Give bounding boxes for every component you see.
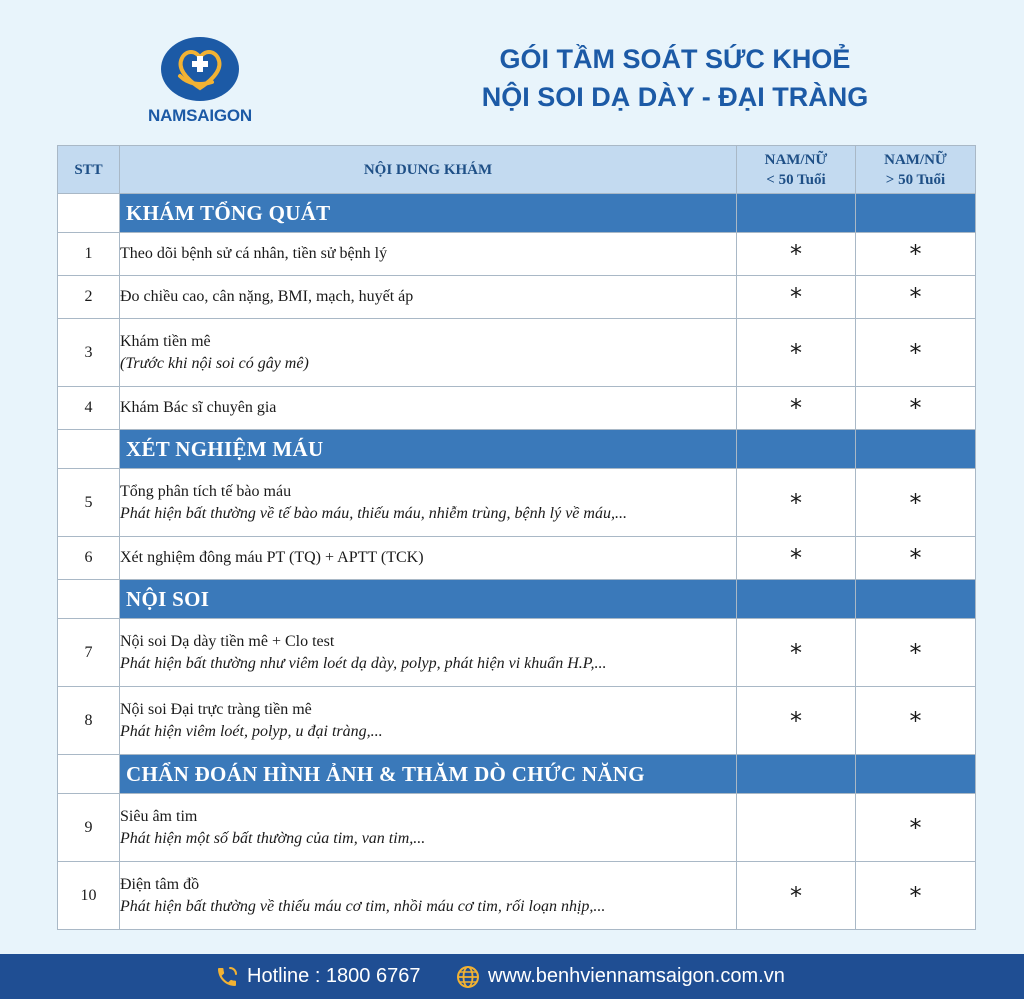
title-line-1: GÓI TẦM SOÁT SỨC KHOẺ — [499, 44, 851, 74]
mark-under-50: * — [737, 233, 856, 276]
row-text: Khám Bác sĩ chuyên gia — [120, 399, 277, 416]
section-title: CHẨN ĐOÁN HÌNH ẢNH & THĂM DÒ CHỨC NĂNG — [120, 755, 737, 794]
website-link[interactable] — [456, 954, 785, 999]
mark-over-50: * — [856, 319, 976, 387]
phone-icon — [215, 965, 239, 989]
row-text: Theo dõi bệnh sử cá nhân, tiền sử bệnh lý — [120, 245, 388, 262]
table-row — [58, 537, 976, 580]
row-stt: 5 — [58, 469, 120, 537]
row-content — [120, 319, 737, 387]
globe-icon — [456, 965, 480, 989]
footer-bar — [0, 954, 1024, 999]
row-text: Nội soi Dạ dày tiền mê + Clo test — [120, 632, 335, 650]
row-content — [120, 862, 737, 930]
mark-under-50: * — [737, 619, 856, 687]
mark-under-50: * — [737, 862, 856, 930]
table-row — [58, 319, 976, 387]
title-line-2: NỘI SOI DẠ DÀY - ĐẠI TRÀNG — [481, 82, 869, 112]
row-text: Khám tiền mê — [120, 332, 211, 350]
row-text: Điện tâm đồ — [120, 875, 200, 893]
row-note: Phát hiện bất thường như viêm loét dạ dày, polyp, phát hiện vi khuẩn H.P,... — [120, 654, 607, 672]
row-stt: 2 — [58, 276, 120, 319]
header-over-50-line2: > 50 Tuổi — [885, 171, 946, 188]
table-row — [58, 387, 976, 430]
row-stt: 7 — [58, 619, 120, 687]
section-title: KHÁM TỔNG QUÁT — [120, 194, 737, 233]
section-row — [58, 194, 976, 233]
row-stt: 8 — [58, 687, 120, 755]
header-over-50-line1: NAM/NỮ — [884, 151, 947, 168]
mark-over-50: * — [856, 537, 976, 580]
table-row — [58, 794, 976, 862]
mark-over-50: * — [856, 619, 976, 687]
row-stt: 9 — [58, 794, 120, 862]
mark-under-50: * — [737, 537, 856, 580]
row-content — [120, 619, 737, 687]
row-note: (Trước khi nội soi có gây mê) — [120, 354, 309, 372]
table-row — [58, 862, 976, 930]
row-content — [120, 233, 737, 276]
row-note: Phát hiện bất thường về thiếu máu cơ tim, nhồi máu cơ tim, rối loạn nhịp,... — [120, 897, 606, 915]
section-row — [58, 580, 976, 619]
mark-over-50: * — [856, 687, 976, 755]
brand-logo — [140, 36, 260, 126]
header-content: NỘI DUNG KHÁM — [120, 146, 737, 194]
table-row — [58, 276, 976, 319]
row-text: Nội soi Đại trực tràng tiền mê — [120, 700, 312, 718]
section-title: XÉT NGHIỆM MÁU — [120, 430, 737, 469]
table-row — [58, 687, 976, 755]
header-under-50-line1: NAM/NỮ — [764, 151, 828, 168]
section-title: NỘI SOI — [120, 580, 737, 619]
row-content — [120, 537, 737, 580]
row-note: Phát hiện bất thường về tế bào máu, thiếu máu, nhiễm trùng, bệnh lý về máu,... — [120, 504, 627, 522]
website-text: www.benhviennamsaigon.com.vn — [488, 965, 785, 987]
row-stt: 4 — [58, 387, 120, 430]
heart-cross-logo-icon — [160, 36, 240, 102]
row-content — [120, 469, 737, 537]
table-row — [58, 233, 976, 276]
exam-package-table — [57, 145, 976, 930]
page-title — [400, 40, 950, 116]
mark-over-50: * — [856, 387, 976, 430]
row-note: Phát hiện một số bất thường của tim, van tim,... — [120, 829, 426, 847]
row-stt: 3 — [58, 319, 120, 387]
row-text: Tổng phân tích tế bào máu — [120, 482, 292, 500]
mark-over-50: * — [856, 862, 976, 930]
header-under-50 — [737, 146, 856, 194]
row-content — [120, 276, 737, 319]
mark-over-50: * — [856, 469, 976, 537]
row-stt: 10 — [58, 862, 120, 930]
mark-under-50: * — [737, 319, 856, 387]
section-row — [58, 755, 976, 794]
row-stt: 6 — [58, 537, 120, 580]
mark-over-50: * — [856, 276, 976, 319]
mark-under-50: * — [737, 387, 856, 430]
header-stt: STT — [58, 146, 120, 194]
mark-under-50 — [737, 794, 856, 862]
row-text: Đo chiều cao, cân nặng, BMI, mạch, huyết áp — [120, 288, 414, 305]
header-over-50 — [856, 146, 976, 194]
mark-under-50: * — [737, 687, 856, 755]
section-row — [58, 430, 976, 469]
mark-over-50: * — [856, 233, 976, 276]
header-under-50-line2: < 50 Tuổi — [766, 171, 826, 188]
table-row — [58, 469, 976, 537]
row-stt: 1 — [58, 233, 120, 276]
row-text: Siêu âm tim — [120, 807, 198, 825]
brand-name: NAMSAIGON — [148, 106, 252, 125]
row-content — [120, 387, 737, 430]
table-row — [58, 619, 976, 687]
row-content — [120, 794, 737, 862]
mark-over-50: * — [856, 794, 976, 862]
row-note: Phát hiện viêm loét, polyp, u đại tràng,... — [120, 722, 383, 740]
hotline-text: Hotline : 1800 6767 — [247, 965, 421, 987]
mark-under-50: * — [737, 469, 856, 537]
row-text: Xét nghiệm đông máu PT (TQ) + APTT (TCK) — [120, 549, 424, 566]
hotline[interactable] — [215, 954, 420, 999]
mark-under-50: * — [737, 276, 856, 319]
row-content — [120, 687, 737, 755]
